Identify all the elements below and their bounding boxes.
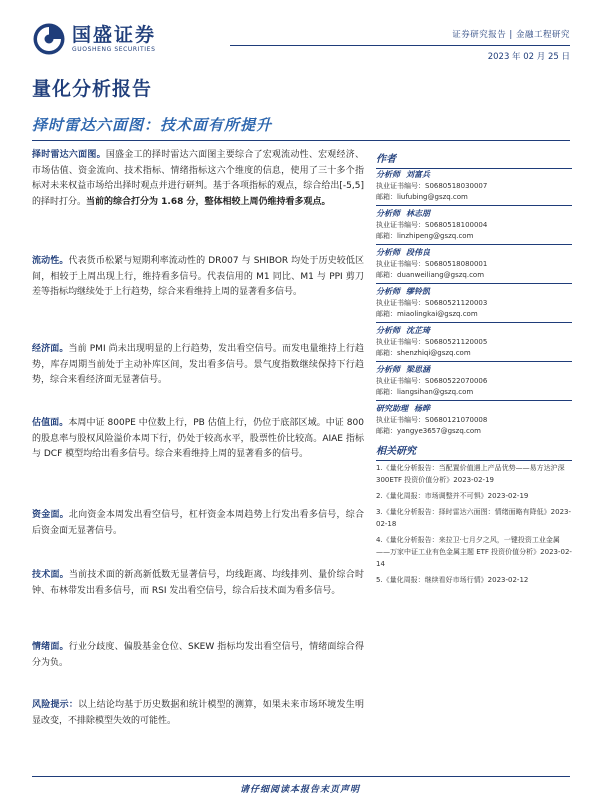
analyst-entry <box>376 246 572 284</box>
analyst-name: 刘富兵 <box>406 170 430 179</box>
analyst-entry <box>376 402 572 437</box>
cert-label: 执业证书编号： <box>376 182 425 190</box>
paragraph-risk <box>32 698 364 729</box>
analyst-divider <box>376 361 572 362</box>
paragraph-lead: 风险提示： <box>32 700 79 710</box>
logo-icon <box>32 22 66 56</box>
logo-chinese-name: 国盛证券 <box>72 24 157 46</box>
email-address[interactable]: liufubing@gszq.com <box>397 193 468 201</box>
analyst-role: 分析师 <box>376 209 400 218</box>
email-label: 邮箱： <box>376 349 397 357</box>
related-research-item[interactable]: 4.《量化分析报告：来拉卫·七月夕之风，一键投资工业金属——万家中证工业有色金属主题 ETF 投资价值分析》2023-02-14 <box>376 536 572 568</box>
paragraph-text: 国盛金工的择时雷达六面图主要综合了宏观流动性、宏观经济、市场估值、资金流向、技术指标、情绪指标这六个维度的信息，使用了三十多个指标对未来权益市场给出择时观点并进行研判。基于各项指标的观点，综合给出[-5,5]的择时打分。 <box>32 150 364 207</box>
paragraph-sentiment <box>32 640 364 671</box>
page-footer <box>0 776 600 800</box>
email-label: 邮箱： <box>376 193 397 201</box>
analyst-entry <box>376 363 572 401</box>
paragraph-text: 北向资金本周发出看空信号，杠杆资金本周趋势上行发出看多信号，综合后资金面无显著信号。 <box>32 510 364 536</box>
paragraph-liquidity <box>32 254 364 301</box>
analyst-role: 分析师 <box>376 287 400 296</box>
email-address[interactable]: miaolingkai@gszq.com <box>397 310 478 318</box>
document-type: 证券研究报告 | 金融工程研究 <box>452 30 570 40</box>
company-logo <box>32 22 156 56</box>
analyst-entry <box>376 207 572 245</box>
analyst-divider <box>376 283 572 284</box>
email-label: 邮箱： <box>376 232 397 240</box>
email-label: 邮箱： <box>376 271 397 279</box>
paragraph-lead: 技术面。 <box>32 570 69 580</box>
analyst-role: 分析师 <box>376 170 400 179</box>
analyst-entry <box>376 285 572 323</box>
analyst-divider <box>376 205 572 206</box>
email-address[interactable]: liangsihan@gszq.com <box>397 388 474 396</box>
related-research-heading: 相关研究 <box>376 442 572 461</box>
footer-divider <box>32 776 570 777</box>
analyst-entry <box>376 168 572 206</box>
paragraph-text: 行业分歧度、偏股基金仓位、SKEW 指标均发出看空信号，情绪面综合得分为负。 <box>32 642 364 668</box>
cert-number: S0680518030007 <box>425 182 488 190</box>
related-research-item[interactable]: 3.《量化分析报告：择时雷达六面图：情绪面略有降低》2023-02-18 <box>376 508 572 528</box>
analyst-divider <box>376 322 572 323</box>
paragraph-technical <box>32 568 364 599</box>
paragraph-lead: 流动性。 <box>32 256 69 266</box>
analyst-entry <box>376 324 572 362</box>
cert-label: 执业证书编号： <box>376 260 425 268</box>
paragraph-text: 以上结论均基于历史数据和统计模型的测算，如果未来市场环境发生明显改变，不排除模型失效的可能性。 <box>32 700 364 726</box>
cert-number: S0680522070006 <box>425 377 488 385</box>
email-label: 邮箱： <box>376 388 397 396</box>
analyst-divider <box>376 400 572 401</box>
paragraph-valuation <box>32 416 364 463</box>
related-research-list <box>376 462 572 590</box>
email-address[interactable]: linzhipeng@gszq.com <box>397 232 474 240</box>
related-research-item[interactable]: 2.《量化周报：市场调整并不可惧》2023-02-19 <box>376 492 529 500</box>
paragraph-lead: 择时雷达六面图。 <box>32 150 106 160</box>
analyst-name: 杨晔 <box>414 404 430 413</box>
analyst-name: 段伟良 <box>406 248 430 257</box>
authors-heading: 作者 <box>376 150 572 169</box>
paragraph-lead: 经济面。 <box>32 344 69 354</box>
paragraph-economy <box>32 342 364 389</box>
analyst-name: 缪铃凯 <box>406 287 430 296</box>
email-label: 邮箱： <box>376 427 397 435</box>
paragraph-radar <box>32 148 364 210</box>
analyst-name: 梁思涵 <box>406 365 430 374</box>
paragraph-text: 当前技术面的新高新低数无显著信号，均线距离、均线排列、量价综合时钟、布林带发出看多信号，而 RSI 发出看空信号，综合后技术面为看多信号。 <box>32 570 364 596</box>
cert-number: S0680521120003 <box>425 299 488 307</box>
cert-number: S0680518080001 <box>425 260 488 268</box>
footer-disclaimer: 请仔细阅读本报告末页声明 <box>239 785 360 795</box>
logo-english-name: GUOSHENG SECURITIES <box>72 46 156 53</box>
cert-number: S0680121070008 <box>425 416 488 424</box>
analyst-role: 分析师 <box>376 248 400 257</box>
email-label: 邮箱： <box>376 310 397 318</box>
cert-number: S0680518100004 <box>425 221 488 229</box>
paragraph-lead: 情绪面。 <box>32 642 69 652</box>
report-date: 2023 年 02 月 25 日 <box>487 52 570 62</box>
cert-label: 执业证书编号： <box>376 338 425 346</box>
paragraph-text: 代表货币松紧与短期利率流动性的 DR007 与 SHIBOR 均处于历史较低区间，相较于上周出现上行，维持看多信号。代表信用的 M1 同比、M1 与 PPI 剪刀差等指标均继续处于上行趋势，综合来看维持上周的显著看多信号。 <box>32 256 364 297</box>
paragraph-text: 当前 PMI 尚未出现明显的上行趋势，发出看空信号。而发电量维持上行趋势，库存周期当前处于主动补库区间，发出看多信号。景气度指数继续保持下行趋势，综合来看经济面无显著信号。 <box>32 344 364 385</box>
analyst-divider <box>376 244 572 245</box>
related-research-item[interactable]: 5.《量化周报：继续看好市场行情》2023-02-12 <box>376 576 529 584</box>
analyst-role: 研究助理 <box>376 404 408 413</box>
paragraph-text: 本周中证 800PE 中位数上行，PB 估值上行，仍位于底部区域。中证 800 的股息率与股权风险溢价本周下行，仍处于较高水平，股票性价比较高。AIAE 指标与 DCF 模型均给出看多信号。综合来看维持上周的显著看多的信号。 <box>32 418 364 459</box>
cert-number: S0680521120005 <box>425 338 488 346</box>
paragraph-lead: 资金面。 <box>32 510 69 520</box>
page-header <box>0 0 600 70</box>
analyst-role: 分析师 <box>376 326 400 335</box>
email-address[interactable]: duanweiliang@gszq.com <box>397 271 485 279</box>
related-research-item[interactable]: 1.《量化分析报告：当配置价值遇上产品优势——易方达沪深 300ETF 投资价值分析》2023-02-19 <box>376 464 565 484</box>
cert-label: 执业证书编号： <box>376 299 425 307</box>
email-address[interactable]: shenzhiqi@gszq.com <box>397 349 471 357</box>
cert-label: 执业证书编号： <box>376 377 425 385</box>
analyst-name: 林志朋 <box>406 209 430 218</box>
email-address[interactable]: yangye3657@gszq.com <box>397 427 481 435</box>
paragraph-capital <box>32 508 364 539</box>
analyst-role: 分析师 <box>376 365 400 374</box>
report-type-heading: 量化分析报告 <box>32 78 153 100</box>
header-divider <box>230 45 570 46</box>
title-divider <box>32 140 570 141</box>
cert-label: 执业证书编号： <box>376 416 425 424</box>
cert-label: 执业证书编号： <box>376 221 425 229</box>
paragraph-lead: 估值面。 <box>32 418 69 428</box>
paragraph-emphasis: 当前的综合打分为 1.68 分，整体相较上周仍维持看多观点。 <box>86 196 331 207</box>
analyst-name: 沈芷琦 <box>406 326 430 335</box>
report-title: 择时雷达六面图：技术面有所提升 <box>32 116 273 134</box>
